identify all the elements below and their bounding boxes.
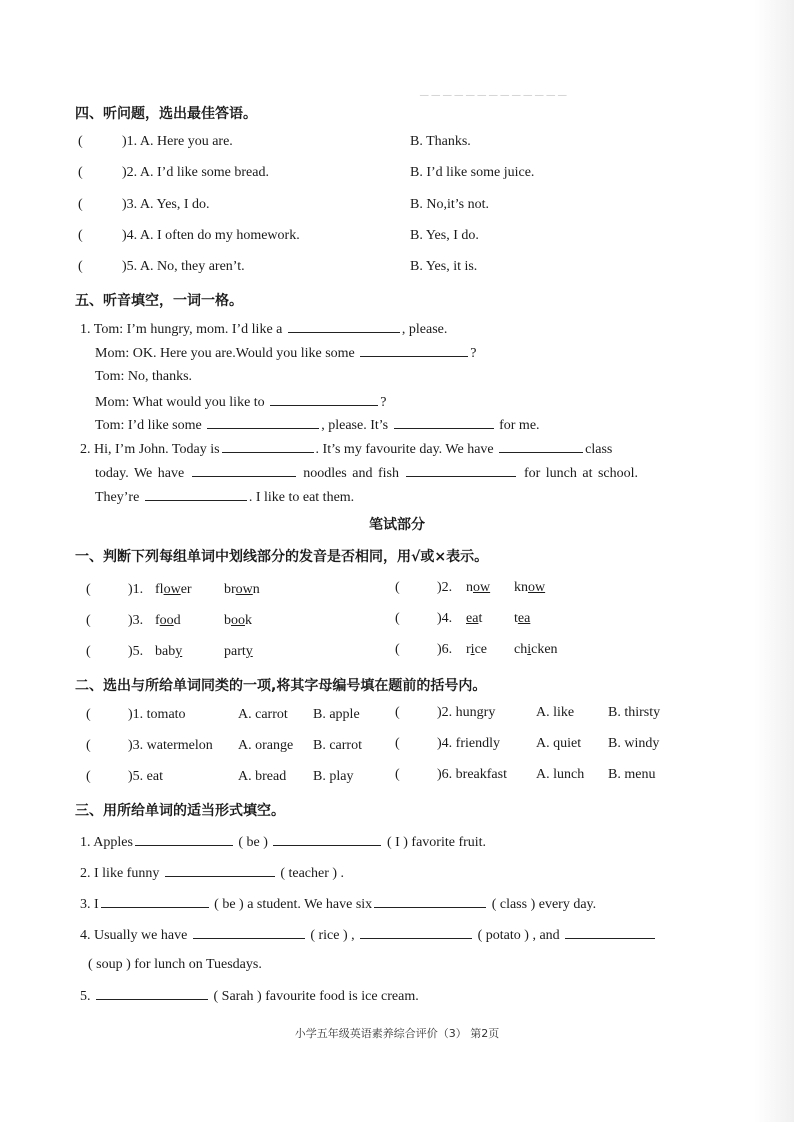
fill-blank[interactable] bbox=[165, 862, 275, 877]
phonics-item-5-num: )5. bbox=[128, 644, 144, 659]
fill-blank[interactable] bbox=[270, 391, 378, 406]
question-1-text: )1. A. Here you are. bbox=[122, 134, 233, 149]
form-text: ( be ) a student. We have six bbox=[214, 897, 373, 912]
dialogue-text: Tom: I’d like some bbox=[95, 418, 202, 433]
underlined-letters: i bbox=[470, 642, 475, 657]
passage-text: . I like to eat them. bbox=[248, 490, 355, 505]
dialogue-text: ? bbox=[470, 346, 477, 361]
underlined-letters: ow bbox=[473, 580, 491, 595]
phonics-item-3-word-1: food bbox=[155, 613, 181, 628]
class-item-4: )4. friendly bbox=[437, 736, 500, 751]
dialogue-text: Mom: OK. Here you are.Would you like some bbox=[95, 346, 355, 361]
phonics-item-2-num: )2. bbox=[437, 580, 453, 595]
dialogue-line-1 bbox=[80, 318, 447, 340]
underlined-letters: oo bbox=[159, 613, 174, 628]
passage-text: class bbox=[585, 442, 613, 457]
fill-blank[interactable] bbox=[360, 924, 472, 939]
section-c-title: 三、用所给单词的适当形式填空。 bbox=[75, 803, 285, 819]
dialogue-line-2 bbox=[95, 342, 476, 364]
class-item-2-option-b: B. thirsty bbox=[608, 705, 661, 720]
class-item-6-option-b: B. menu bbox=[608, 767, 656, 782]
phonics-item-1-word-1: flower bbox=[155, 582, 192, 597]
class-item-4-option-a: A. quiet bbox=[536, 736, 582, 751]
bleed-through-text: ─ ─ ─ ─ ─ ─ ─ ─ ─ ─ ─ ─ ─ bbox=[420, 88, 567, 102]
answer-paren[interactable]: ( bbox=[86, 613, 91, 628]
class-item-5: )5. eat bbox=[128, 769, 163, 784]
underlined-letters: ow bbox=[235, 582, 253, 597]
phonics-item-6-word-1: rice bbox=[466, 642, 487, 657]
fill-blank[interactable] bbox=[406, 462, 516, 477]
form-text: ( class ) every day. bbox=[491, 897, 597, 912]
answer-paren[interactable]: ( bbox=[395, 642, 400, 657]
form-text: ( I ) favorite fruit. bbox=[386, 835, 487, 850]
underlined-letters: y bbox=[175, 644, 183, 659]
dialogue-text: for me. bbox=[499, 418, 540, 433]
section-4-title: 四、听问题，选出最佳答语。 bbox=[75, 106, 257, 122]
class-item-2-option-a: A. like bbox=[536, 705, 575, 720]
passage-text: They’re bbox=[95, 490, 140, 505]
class-item-6-option-a: A. lunch bbox=[536, 767, 585, 782]
underlined-letters: ea bbox=[466, 611, 479, 626]
passage-text: today. We have bbox=[95, 466, 185, 481]
form-line-4 bbox=[80, 924, 657, 946]
dialogue-text: , please. bbox=[401, 322, 448, 337]
fill-blank[interactable] bbox=[192, 462, 296, 477]
form-text: 5. bbox=[80, 989, 91, 1004]
page-footer: 小学五年级英语素养综合评价（3） 第2页 bbox=[294, 1027, 500, 1040]
form-line-2 bbox=[80, 862, 344, 884]
form-text: 3. I bbox=[80, 897, 99, 912]
passage-text: noodles and fish bbox=[303, 466, 399, 481]
phonics-item-3-word-2: book bbox=[224, 613, 252, 628]
form-line-1 bbox=[80, 831, 486, 853]
phonics-item-6-word-2: chicken bbox=[514, 642, 558, 657]
form-line-4-cont: ( soup ) for lunch on Tuesdays. bbox=[88, 957, 262, 972]
dialogue-line-4 bbox=[95, 391, 386, 413]
fill-blank[interactable] bbox=[499, 438, 583, 453]
class-item-4-option-b: B. windy bbox=[608, 736, 660, 751]
phonics-item-2-word-1: now bbox=[466, 580, 491, 595]
dialogue-text: Mom: What would you like to bbox=[95, 395, 265, 410]
fill-blank[interactable] bbox=[193, 924, 305, 939]
dialogue-text: , please. It’s bbox=[321, 418, 389, 433]
fill-blank[interactable] bbox=[101, 893, 209, 908]
section-5-title: 五、听音填空，一词一格。 bbox=[75, 293, 243, 309]
form-text: ( Sarah ) favourite food is ice cream. bbox=[213, 989, 419, 1004]
question-3-option-b: B. No,it’s not. bbox=[410, 197, 489, 212]
phonics-item-5-word-2: party bbox=[224, 644, 253, 659]
form-text: ( potato ) , and bbox=[477, 928, 560, 943]
dialogue-line-5 bbox=[95, 414, 540, 436]
class-item-5-option-b: B. play bbox=[313, 769, 354, 784]
class-item-5-option-a: A. bread bbox=[238, 769, 287, 784]
question-4-option-b: B. Yes, I do. bbox=[410, 228, 479, 243]
class-item-3-option-a: A. orange bbox=[238, 738, 294, 753]
answer-paren[interactable]: ( bbox=[78, 197, 83, 212]
question-1-option-b: B. Thanks. bbox=[410, 134, 471, 149]
answer-paren[interactable]: ( bbox=[78, 165, 83, 180]
answer-paren[interactable]: ( bbox=[78, 259, 83, 274]
phonics-item-4-word-1: eat bbox=[466, 611, 483, 626]
fill-blank[interactable] bbox=[273, 831, 381, 846]
underlined-letters: i bbox=[527, 642, 532, 657]
question-5-option-b: B. Yes, it is. bbox=[410, 259, 478, 274]
question-4-text: )4. A. I often do my homework. bbox=[122, 228, 300, 243]
fill-blank[interactable] bbox=[222, 438, 314, 453]
section-b-title: 二、选出与所给单词同类的一项,将其字母编号填在题前的括号内。 bbox=[75, 678, 487, 694]
answer-paren[interactable]: ( bbox=[395, 736, 400, 751]
answer-paren[interactable]: ( bbox=[86, 769, 91, 784]
passage-line-3 bbox=[95, 486, 354, 508]
class-item-3: )3. watermelon bbox=[128, 738, 213, 753]
section-a-title: 一、判断下列每组单词中划线部分的发音是否相同，用√或×表示。 bbox=[75, 549, 489, 565]
underlined-letters: ow bbox=[528, 580, 546, 595]
phonics-item-2-word-2: know bbox=[514, 580, 546, 595]
passage-text: for lunch at school. bbox=[523, 466, 639, 481]
form-text: ( rice ) , bbox=[310, 928, 355, 943]
phonics-item-1-num: )1. bbox=[128, 582, 144, 597]
answer-paren[interactable]: ( bbox=[78, 228, 83, 243]
phonics-item-5-word-1: baby bbox=[155, 644, 183, 659]
fill-blank[interactable] bbox=[394, 414, 494, 429]
form-text: ( teacher ) . bbox=[280, 866, 345, 881]
answer-paren[interactable]: ( bbox=[86, 707, 91, 722]
fill-blank[interactable] bbox=[360, 342, 468, 357]
fill-blank[interactable] bbox=[207, 414, 319, 429]
form-text: 2. I like funny bbox=[80, 866, 160, 881]
fill-blank[interactable] bbox=[374, 893, 486, 908]
answer-paren[interactable]: ( bbox=[395, 705, 400, 720]
fill-blank[interactable] bbox=[565, 924, 655, 939]
form-line-5 bbox=[80, 985, 419, 1007]
answer-paren[interactable]: ( bbox=[395, 767, 400, 782]
dialogue-line-3: Tom: No, thanks. bbox=[95, 369, 193, 384]
question-3-text: )3. A. Yes, I do. bbox=[122, 197, 210, 212]
underlined-letters: y bbox=[245, 644, 253, 659]
question-5-text: )5. A. No, they aren’t. bbox=[122, 259, 245, 274]
dialogue-text: 1. Tom: I’m hungry, mom. I’d like a bbox=[80, 322, 283, 337]
scan-edge-shadow bbox=[754, 0, 794, 1122]
passage-text: 2. Hi, I’m John. Today is bbox=[80, 442, 220, 457]
class-item-2: )2. hungry bbox=[437, 705, 496, 720]
answer-paren[interactable]: ( bbox=[86, 644, 91, 659]
passage-line-1 bbox=[80, 438, 612, 460]
written-part-title: 笔试部分 bbox=[369, 517, 425, 533]
class-item-1-option-a: A. carrot bbox=[238, 707, 288, 722]
underlined-letters: ea bbox=[517, 611, 531, 626]
fill-blank[interactable] bbox=[145, 486, 247, 501]
fill-blank[interactable] bbox=[288, 318, 400, 333]
form-text: ( be ) bbox=[238, 835, 268, 850]
question-2-option-b: B. I’d like some juice. bbox=[410, 165, 535, 180]
passage-line-2 bbox=[95, 462, 638, 484]
question-2-text: )2. A. I’d like some bread. bbox=[122, 165, 269, 180]
phonics-item-3-num: )3. bbox=[128, 613, 144, 628]
form-line-3 bbox=[80, 893, 596, 915]
answer-paren[interactable]: ( bbox=[86, 738, 91, 753]
underlined-letters: ow bbox=[163, 582, 181, 597]
answer-paren[interactable]: ( bbox=[86, 582, 91, 597]
answer-paren[interactable]: ( bbox=[78, 134, 83, 149]
class-item-3-option-b: B. carrot bbox=[313, 738, 362, 753]
phonics-item-1-word-2: brown bbox=[224, 582, 260, 597]
answer-paren[interactable]: ( bbox=[395, 611, 400, 626]
phonics-item-6-num: )6. bbox=[437, 642, 453, 657]
form-text: 1. Apples bbox=[80, 835, 133, 850]
class-item-1: )1. tomato bbox=[128, 707, 186, 722]
answer-paren[interactable]: ( bbox=[395, 580, 400, 595]
passage-text: . It’s my favourite day. We have bbox=[315, 442, 494, 457]
fill-blank[interactable] bbox=[96, 985, 208, 1000]
form-text: 4. Usually we have bbox=[80, 928, 188, 943]
underlined-letters: oo bbox=[231, 613, 245, 628]
phonics-item-4-num: )4. bbox=[437, 611, 453, 626]
phonics-item-4-word-2: tea bbox=[514, 611, 531, 626]
class-item-1-option-b: B. apple bbox=[313, 707, 360, 722]
dialogue-text: ? bbox=[380, 395, 387, 410]
class-item-6: )6. breakfast bbox=[437, 767, 507, 782]
fill-blank[interactable] bbox=[135, 831, 233, 846]
